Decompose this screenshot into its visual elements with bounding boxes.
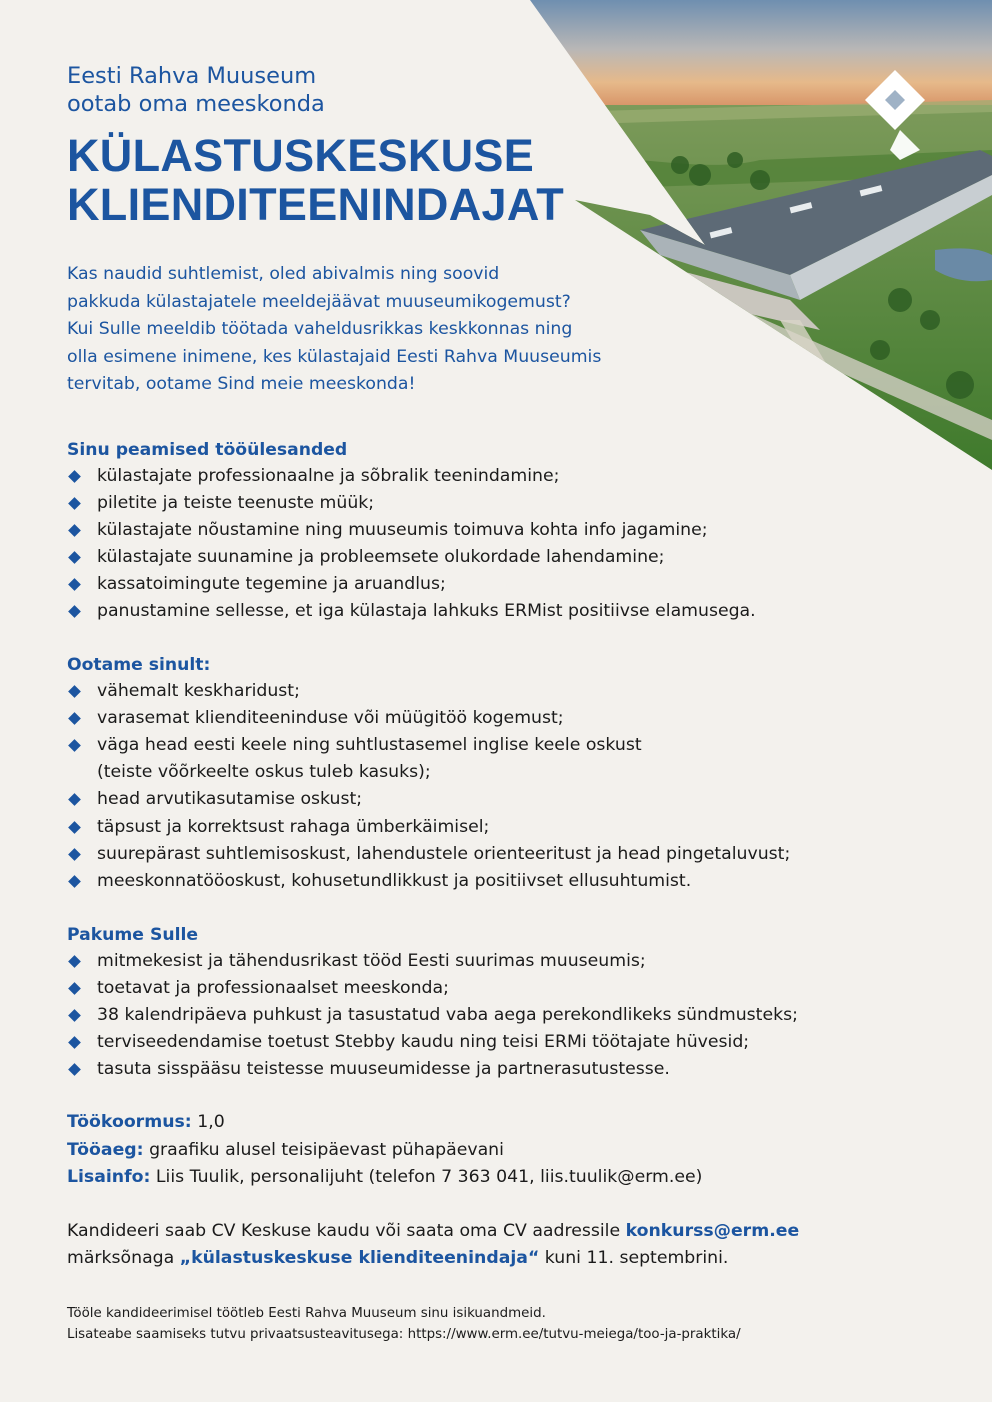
list-item: mitmekesist ja tähendusrikast tööd Eesti suurimas muuseumis;: [67, 948, 947, 975]
lead-line: pakkuda külastajatele meeldejäävat muuseumikogemust?: [67, 291, 571, 312]
list-item: külastajate suunamine ja probleemsete olukordade lahendamine;: [67, 544, 947, 571]
list-item: kassatoimingute tegemine ja aruandlus;: [67, 571, 947, 598]
apply-line-1: Kandideeri saab CV Keskuse kaudu või saata oma CV aadressile konkurss@erm.ee: [67, 1220, 800, 1241]
job-title-line-2: KLIENDITEENINDAJAT: [67, 179, 565, 230]
diamond-bullet-icon: [68, 875, 81, 888]
workload-label: Töökoormus:: [67, 1112, 192, 1133]
diamond-bullet-icon: [68, 685, 81, 698]
lead-line: olla esimene inimene, kes külastajaid Eesti Rahva Muuseumis: [67, 346, 602, 367]
job-ad-content: [67, 62, 947, 1345]
application-email-link[interactable]: konkurss@erm.ee: [625, 1220, 800, 1241]
list-item: tasuta sisspääsu teistesse muuseumidesse ja partnerasutustesse.: [67, 1056, 947, 1083]
diamond-bullet-icon: [68, 982, 81, 995]
list-item: terviseedendamise toetust Stebby kaudu ning teisi ERMi töötajate hüvesid;: [67, 1029, 947, 1056]
list-item: panustamine sellesse, et iga külastaja lahkuks ERMist positiivse elamusega.: [67, 598, 947, 625]
list-item: suurepärast suhtlemisoskust, lahendustele orienteeritust ja head pingetaluvust;: [67, 841, 947, 868]
lead-line: Kui Sulle meeldib töötada vaheldusrikkas keskkonnas ning: [67, 319, 573, 339]
list-item: 38 kalendripäeva puhkust ja tasustatud vaba aega perekondlikeks sündmusteks;: [67, 1002, 947, 1029]
contact-row: [67, 1164, 947, 1192]
tasks-heading: Sinu peamised tööülesanded: [67, 439, 348, 460]
diamond-bullet-icon: [68, 739, 81, 752]
diamond-bullet-icon: [68, 794, 81, 807]
list-item: meeskonnatööoskust, kohusetundlikkust ja positiivset ellusuhtumist.: [67, 868, 947, 895]
employer-intro: [67, 62, 947, 118]
diamond-bullet-icon: [68, 524, 81, 537]
workload-row: [67, 1109, 947, 1137]
offer-section: [67, 922, 947, 1083]
diamond-bullet-icon: [68, 821, 81, 834]
apply-line-2: märksõnaga „külastuskeskuse klienditeenindaja“ kuni 11. septembrini.: [67, 1248, 729, 1269]
diamond-bullet-icon: [68, 470, 81, 483]
tasks-section: [67, 437, 947, 626]
privacy-notice: [67, 1303, 947, 1345]
diamond-bullet-icon: [68, 605, 81, 618]
diamond-bullet-icon: [68, 1009, 81, 1022]
diamond-bullet-icon: [68, 1063, 81, 1076]
list-item: külastajate professionaalne ja sõbralik teenindamine;: [67, 463, 947, 490]
list-item: täpsust ja korrektsust rahaga ümberkäimisel;: [67, 814, 947, 841]
offer-list: [67, 948, 947, 1083]
intro-line-2: ootab oma meeskonda: [67, 91, 325, 117]
job-title: [67, 131, 947, 229]
list-item: vähemalt keskharidust;: [67, 678, 947, 705]
privacy-line-1: Tööle kandideerimisel töötleb Eesti Rahva Muuseum sinu isikuandmeid.: [67, 1305, 546, 1321]
list-item: väga head eesti keele ning suhtlustasemel inglise keele oskust (teiste võõrkeelte oskus tuleb kasuks);: [67, 732, 947, 786]
job-title-line-1: KÜLASTUSKESKUSE: [67, 130, 535, 181]
lead-line: tervitab, ootame Sind meie meeskonda!: [67, 374, 416, 394]
contact-label: Lisainfo:: [67, 1167, 151, 1188]
diamond-bullet-icon: [68, 578, 81, 591]
lead-line: Kas naudid suhtlemist, oled abivalmis ning soovid: [67, 264, 500, 284]
worktime-label: Tööaeg:: [67, 1139, 144, 1160]
diamond-bullet-icon: [68, 955, 81, 968]
lead-paragraph: [67, 261, 667, 399]
tasks-list: [67, 463, 947, 626]
job-facts: [67, 1109, 947, 1192]
list-item: külastajate nõustamine ning muuseumis toimuva kohta info jagamine;: [67, 517, 947, 544]
list-item: toetavat ja professionaalset meeskonda;: [67, 975, 947, 1002]
diamond-bullet-icon: [68, 497, 81, 510]
application-instructions: [67, 1218, 947, 1273]
offer-heading: Pakume Sulle: [67, 924, 199, 945]
intro-line-1: Eesti Rahva Muuseum: [67, 63, 317, 89]
list-item: head arvutikasutamise oskust;: [67, 786, 947, 813]
requirements-list: [67, 678, 947, 895]
requirements-section: [67, 652, 947, 895]
worktime-row: [67, 1137, 947, 1165]
diamond-bullet-icon: [68, 712, 81, 725]
application-keyword: „külastuskeskuse klienditeenindaja“: [179, 1248, 540, 1269]
privacy-line-2: Lisateabe saamiseks tutvu privaatsusteavitusega: https://www.erm.ee/tutvu-meiega/too-ja-praktika/: [67, 1326, 741, 1342]
diamond-bullet-icon: [68, 1036, 81, 1049]
contact-value: Liis Tuulik, personalijuht (telefon 7 363 041, liis.tuulik@erm.ee): [150, 1167, 703, 1188]
workload-value: 1,0: [191, 1112, 225, 1133]
list-item: piletite ja teiste teenuste müük;: [67, 490, 947, 517]
worktime-value: graafiku alusel teisipäevast pühapäevani: [143, 1139, 504, 1160]
list-item: varasemat klienditeeninduse või müügitöö kogemust;: [67, 705, 947, 732]
diamond-bullet-icon: [68, 551, 81, 564]
requirements-heading: Ootame sinult:: [67, 655, 211, 676]
diamond-bullet-icon: [68, 848, 81, 861]
